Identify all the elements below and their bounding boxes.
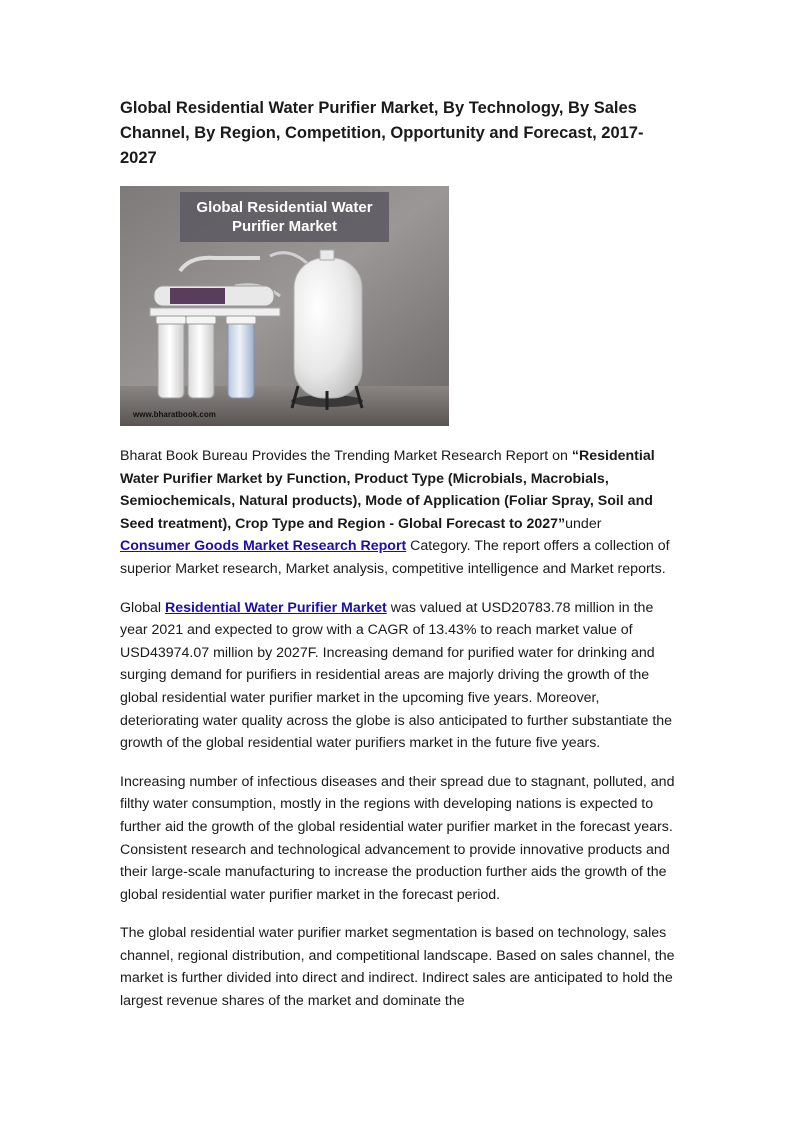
paragraph-segmentation: The global residential water purifier market segmentation is based on technology, sales channel, regional distribution, and competitional landscape. Based on sales channel, the market is further divided into direct and indirect. Indirect sales are anticipated to hold the largest revenue shares of the market and dominate the <box>120 925 675 1010</box>
paragraph-market-value <box>120 597 675 755</box>
hero-watermark: www.bharatbook.com <box>133 410 216 419</box>
paragraph-diseases: Increasing number of infectious diseases and their spread due to stagnant, polluted, and filthy water consumption, mostly in the regions with developing nations is expected to further aid the growth of the global residential water purifier market in the forecast years. Consistent research and technological advancement to provide innovative products and their large-scale manufacturing to increase the production further aids the growth of the global residential water purifier market in the forecast period. <box>120 773 675 903</box>
document-title: Global Residential Water Purifier Market, By Technology, By Sales Channel, By Region, Competition, Opportunity and Forecast, 2017-2027 <box>120 99 644 167</box>
hero-overlay-title: Global Residential Water Purifier Market <box>180 192 389 242</box>
paragraph-intro-report-name: “Residential Water Purifier Market by Function, Product Type (Microbials, Macrobials, Semiochemicals, Natural products), Mode of Application (Foliar Spray, Soil and Seed treatment), Crop Type and Region - Global Forecast to 2027” <box>120 448 655 532</box>
paragraph-intro-text: Bharat Book Bureau Provides the Trending Market Research Report on <box>120 448 572 464</box>
residential-water-purifier-market-link[interactable]: Residential Water Purifier Market <box>164 599 387 616</box>
consumer-goods-link[interactable]: Consumer Goods Market Research Report <box>120 538 407 555</box>
paragraph-market-rest: was valued at USD20783.78 million in the year 2021 and expected to grow with a CAGR of 13.43% to reach market value of USD43974.07 million by 2027F. Increasing demand for purified water for drinking and surging demand for purifiers in residential areas are majorly driving the growth of the global residential water purifier market in the upcoming five years. Moreover, deteriorating water quality across the globe is also anticipated to further substantiate the growth of the global residential water purifiers market in the future five years. <box>120 599 673 752</box>
paragraph-intro <box>120 445 675 581</box>
paragraph-intro-under: under <box>565 515 602 532</box>
hero-image <box>120 186 449 426</box>
paragraph-intro-rest: Category. The report offers a collection of superior Market research, Market analysis, competitive intelligence and Market reports. <box>120 538 670 577</box>
paragraph-market-intro: Global <box>120 599 165 616</box>
